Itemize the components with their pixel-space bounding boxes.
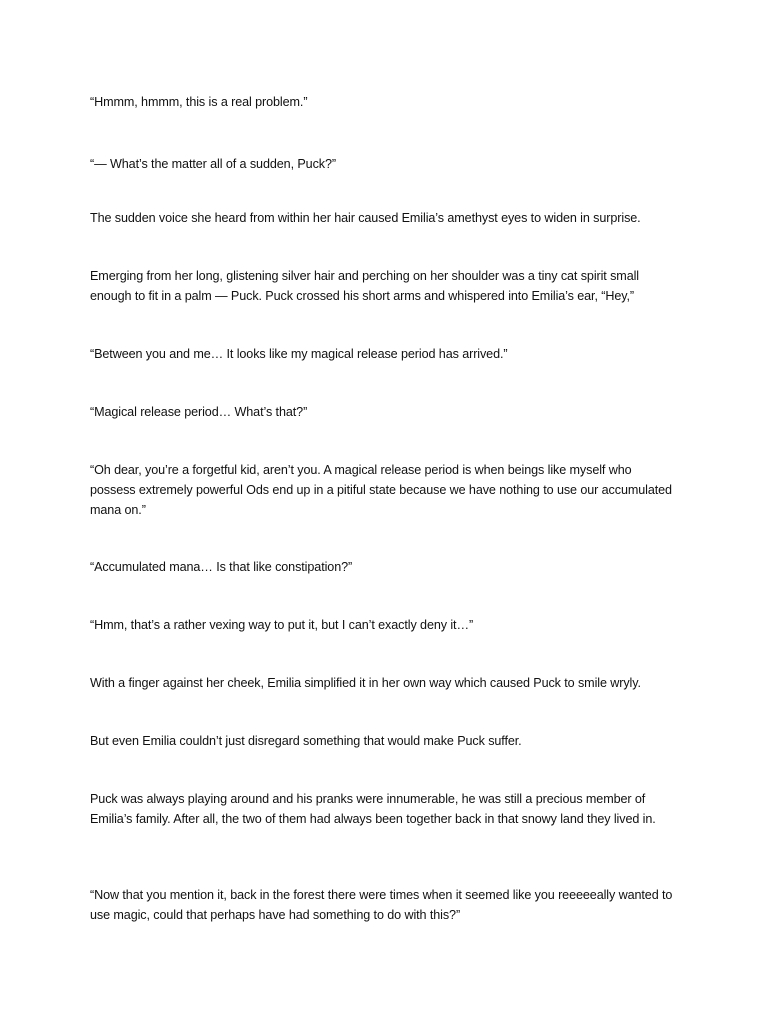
paragraph: “Oh dear, you’re a forgetful kid, aren’t you. A magical release period is when beings like myself who possess extremely powerful Ods end up in a pitiful state because we have nothing to use our accumulated mana on.” [90, 463, 672, 517]
paragraph: “Between you and me… It looks like my magical release period has arrived.” [90, 347, 508, 361]
paragraph: With a finger against her cheek, Emilia simplified it in her own way which caused Puck to smile wryly. [90, 676, 641, 690]
paragraph: “Accumulated mana… Is that like constipation?” [90, 560, 353, 574]
paragraph: “Now that you mention it, back in the forest there were times when it seemed like you reeeeeally wanted to use magic, could that perhaps have had something to do with this?” [90, 888, 673, 922]
paragraph: Emerging from her long, glistening silver hair and perching on her shoulder was a tiny cat spirit small enough to fit in a palm — Puck. Puck crossed his short arms and whispered into Emilia’s ear, “Hey,” [90, 269, 639, 303]
paragraph: Puck was always playing around and his pranks were innumerable, he was still a precious member of Emilia’s family. After all, the two of them had always been together back in that snowy land they lived in. [90, 792, 656, 826]
paragraph: The sudden voice she heard from within her hair caused Emilia’s amethyst eyes to widen in surprise. [90, 211, 641, 225]
paragraph: “Hmm, that’s a rather vexing way to put it, but I can’t exactly deny it…” [90, 618, 474, 632]
paragraph: “Hmmm, hmmm, this is a real problem.” [90, 95, 308, 109]
paragraph: “— What’s the matter all of a sudden, Puck?” [90, 157, 336, 171]
paragraph: But even Emilia couldn’t just disregard something that would make Puck suffer. [90, 734, 522, 748]
paragraph: “Magical release period… What’s that?” [90, 405, 308, 419]
